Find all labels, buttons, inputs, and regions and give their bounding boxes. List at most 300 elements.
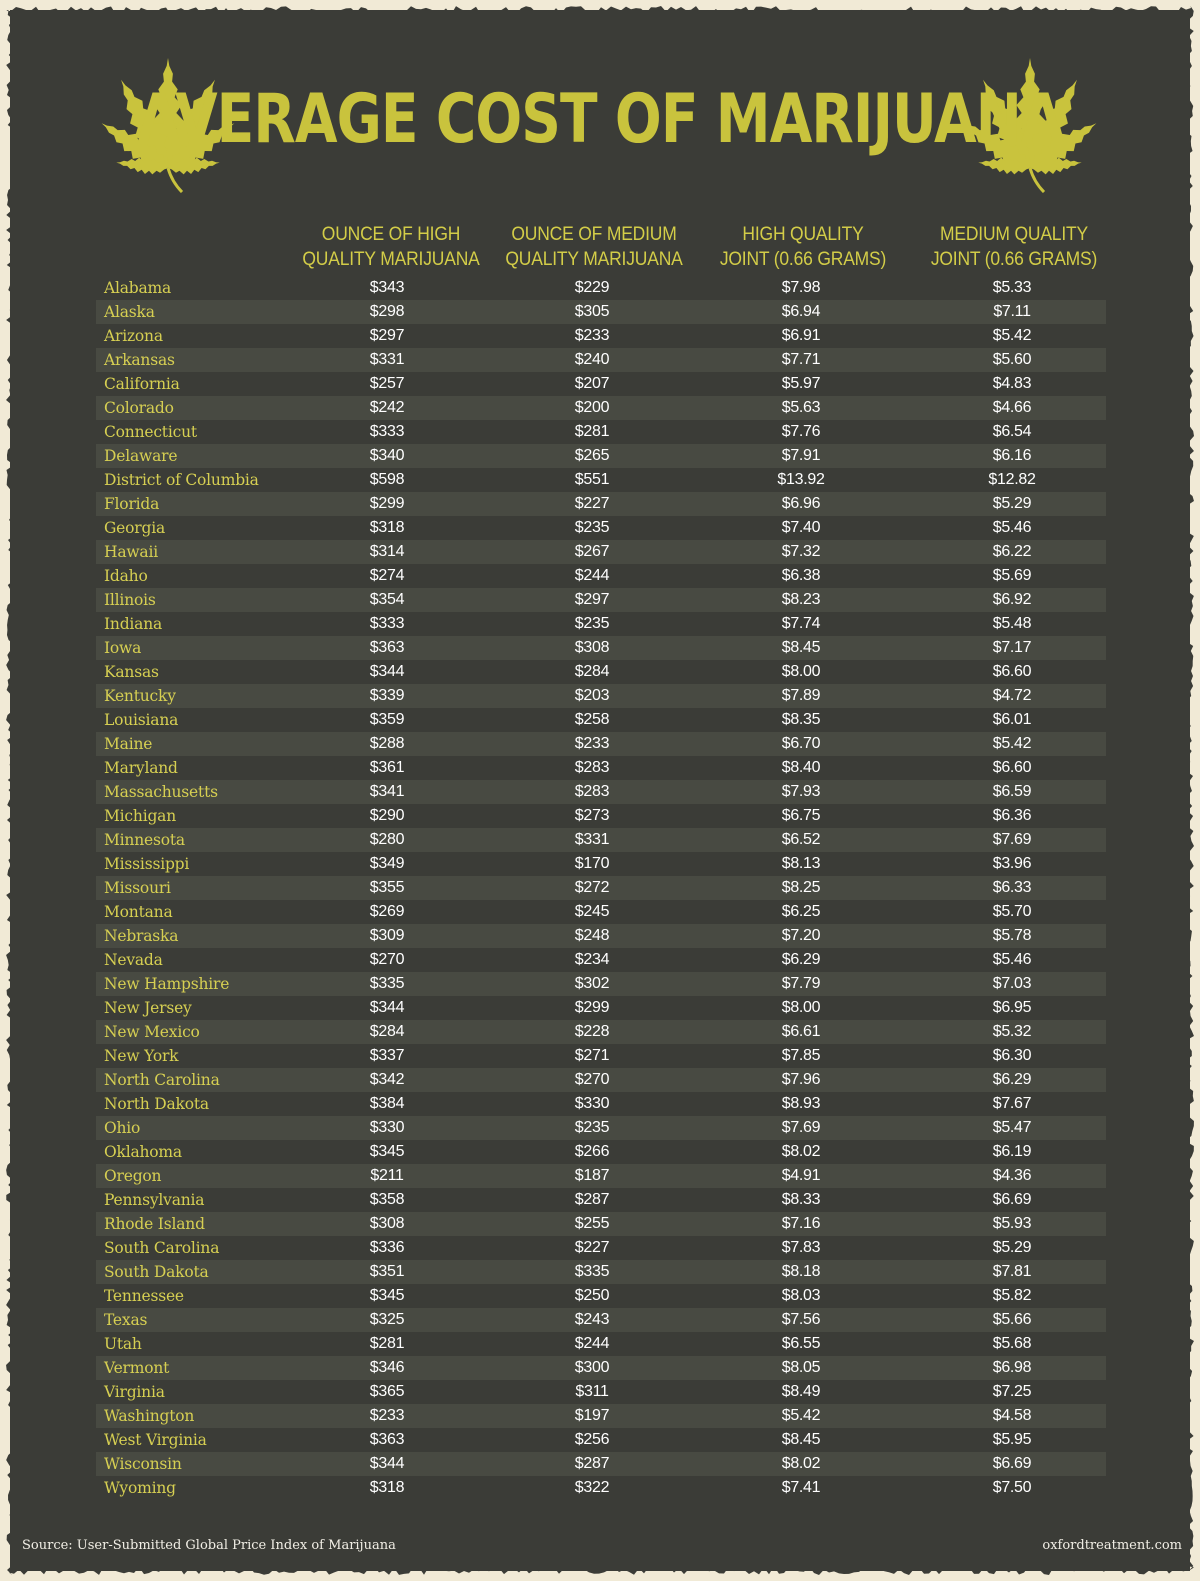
column-header-high-ounce xyxy=(299,222,483,272)
table-row xyxy=(96,804,1106,828)
medium-joint-price: $6.54 xyxy=(992,423,1032,440)
table-row xyxy=(96,852,1106,876)
medium-joint-price: $4.66 xyxy=(992,399,1032,416)
medium-ounce-price: $240 xyxy=(574,351,610,368)
medium-joint-price: $3.96 xyxy=(992,855,1032,872)
medium-ounce-price: $244 xyxy=(574,1335,610,1352)
state-name: Oregon xyxy=(104,1167,162,1185)
high-joint-price: $8.23 xyxy=(781,591,821,608)
high-joint-price: $7.56 xyxy=(781,1311,821,1328)
state-name: Vermont xyxy=(104,1359,170,1377)
table-row xyxy=(96,876,1106,900)
high-ounce-price: $325 xyxy=(369,1311,405,1328)
medium-joint-price: $5.29 xyxy=(992,1239,1032,1256)
high-ounce-price: $346 xyxy=(369,1359,405,1376)
high-ounce-price: $281 xyxy=(369,1335,405,1352)
medium-joint-price: $6.60 xyxy=(992,663,1032,680)
table-row xyxy=(96,396,1106,420)
medium-joint-price: $6.22 xyxy=(992,543,1032,560)
state-name: Colorado xyxy=(104,399,174,417)
medium-ounce-price: $283 xyxy=(574,759,610,776)
medium-ounce-price: $235 xyxy=(574,519,610,536)
table-row xyxy=(96,1476,1106,1500)
high-ounce-price: $233 xyxy=(369,1407,405,1424)
state-name: Florida xyxy=(104,495,160,513)
medium-ounce-price: $308 xyxy=(574,639,610,656)
column-header-medium-joint xyxy=(922,222,1106,272)
table-row xyxy=(96,1284,1106,1308)
state-name: South Dakota xyxy=(104,1263,209,1281)
high-ounce-price: $359 xyxy=(369,711,405,728)
high-ounce-price: $269 xyxy=(369,903,405,920)
state-name: Alabama xyxy=(104,279,172,297)
high-joint-price: $6.96 xyxy=(781,495,821,512)
table-row xyxy=(96,1308,1106,1332)
high-joint-price: $8.33 xyxy=(781,1191,821,1208)
high-ounce-price: $333 xyxy=(369,615,405,632)
medium-joint-price: $6.29 xyxy=(992,1071,1032,1088)
high-ounce-price: $384 xyxy=(369,1095,405,1112)
high-ounce-price: $358 xyxy=(369,1191,405,1208)
medium-ounce-price: $233 xyxy=(574,327,610,344)
high-joint-price: $8.18 xyxy=(781,1263,821,1280)
table-row xyxy=(96,372,1106,396)
column-header-high-joint xyxy=(711,222,895,272)
state-name: Alaska xyxy=(104,303,155,321)
column-header-line: MEDIUM QUALITY xyxy=(940,224,1088,245)
high-joint-price: $5.42 xyxy=(781,1407,821,1424)
state-name: Kentucky xyxy=(104,687,176,705)
high-joint-price: $8.40 xyxy=(781,759,821,776)
medium-ounce-price: $284 xyxy=(574,663,610,680)
high-joint-price: $6.91 xyxy=(781,327,821,344)
table-row xyxy=(96,588,1106,612)
high-ounce-price: $308 xyxy=(369,1215,405,1232)
medium-joint-price: $7.03 xyxy=(992,975,1032,992)
high-joint-price: $8.05 xyxy=(781,1359,821,1376)
high-joint-price: $8.45 xyxy=(781,1431,821,1448)
high-joint-price: $6.52 xyxy=(781,831,821,848)
medium-joint-price: $7.81 xyxy=(992,1263,1032,1280)
state-name: Nevada xyxy=(104,951,163,969)
medium-joint-price: $5.48 xyxy=(992,615,1032,632)
column-header-line: QUALITY MARIJUANA xyxy=(505,249,683,270)
medium-joint-price: $5.47 xyxy=(992,1119,1032,1136)
medium-ounce-price: $287 xyxy=(574,1191,610,1208)
medium-ounce-price: $322 xyxy=(574,1479,610,1496)
high-joint-price: $7.89 xyxy=(781,687,821,704)
table-row xyxy=(96,276,1106,300)
table-row xyxy=(96,996,1106,1020)
medium-ounce-price: $281 xyxy=(574,423,610,440)
medium-ounce-price: $273 xyxy=(574,807,610,824)
high-ounce-price: $341 xyxy=(369,783,405,800)
medium-joint-price: $7.69 xyxy=(992,831,1032,848)
high-joint-price: $8.02 xyxy=(781,1143,821,1160)
state-name: New Hampshire xyxy=(104,975,230,993)
high-ounce-price: $363 xyxy=(369,639,405,656)
state-name: Delaware xyxy=(104,447,178,465)
table-row xyxy=(96,1020,1106,1044)
medium-ounce-price: $272 xyxy=(574,879,610,896)
medium-joint-price: $7.50 xyxy=(992,1479,1032,1496)
state-name: Massachusetts xyxy=(104,783,218,801)
price-table xyxy=(96,276,1106,1500)
medium-joint-price: $6.95 xyxy=(992,999,1032,1016)
medium-joint-price: $6.92 xyxy=(992,591,1032,608)
medium-joint-price: $5.42 xyxy=(992,327,1032,344)
medium-ounce-price: $283 xyxy=(574,783,610,800)
table-row xyxy=(96,708,1106,732)
state-name: California xyxy=(104,375,180,393)
table-row xyxy=(96,612,1106,636)
high-ounce-price: $343 xyxy=(369,279,405,296)
table-row xyxy=(96,1452,1106,1476)
high-joint-price: $7.20 xyxy=(781,927,821,944)
column-header-line: HIGH QUALITY xyxy=(742,224,864,245)
medium-joint-price: $4.72 xyxy=(992,687,1032,704)
medium-joint-price: $5.68 xyxy=(992,1335,1032,1352)
high-ounce-price: $318 xyxy=(369,519,405,536)
medium-ounce-price: $311 xyxy=(575,1383,609,1400)
medium-joint-price: $6.69 xyxy=(992,1191,1032,1208)
high-ounce-price: $290 xyxy=(369,807,405,824)
medium-ounce-price: $235 xyxy=(574,615,610,632)
high-joint-price: $7.85 xyxy=(781,1047,821,1064)
high-joint-price: $7.93 xyxy=(781,783,821,800)
high-ounce-price: $299 xyxy=(369,495,405,512)
medium-joint-price: $7.67 xyxy=(992,1095,1032,1112)
table-row xyxy=(96,1380,1106,1404)
medium-ounce-price: $331 xyxy=(574,831,610,848)
column-header-line: JOINT (0.66 GRAMS) xyxy=(930,249,1098,270)
medium-ounce-price: $229 xyxy=(574,279,610,296)
high-ounce-price: $351 xyxy=(369,1263,405,1280)
page-title: AVERAGE COST OF MARIJUANA xyxy=(137,80,1063,159)
state-name: Wisconsin xyxy=(104,1455,182,1473)
high-ounce-price: $340 xyxy=(369,447,405,464)
high-joint-price: $4.91 xyxy=(781,1167,821,1184)
high-joint-price: $6.75 xyxy=(781,807,821,824)
column-header-medium-ounce xyxy=(502,222,686,272)
state-name: Idaho xyxy=(104,567,148,585)
high-joint-price: $8.13 xyxy=(781,855,821,872)
state-name: Georgia xyxy=(104,519,166,537)
state-name: District of Columbia xyxy=(104,471,259,489)
high-joint-price: $8.49 xyxy=(781,1383,821,1400)
high-joint-price: $8.93 xyxy=(781,1095,821,1112)
state-name: North Carolina xyxy=(104,1071,220,1089)
medium-ounce-price: $200 xyxy=(574,399,610,416)
medium-ounce-price: $266 xyxy=(574,1143,610,1160)
medium-ounce-price: $197 xyxy=(574,1407,610,1424)
state-name: Utah xyxy=(104,1335,142,1353)
medium-joint-price: $5.33 xyxy=(992,279,1032,296)
high-joint-price: $13.92 xyxy=(777,471,825,488)
high-ounce-price: $345 xyxy=(369,1143,405,1160)
table-row xyxy=(96,324,1106,348)
medium-joint-price: $5.70 xyxy=(992,903,1032,920)
state-name: New Jersey xyxy=(104,999,192,1017)
high-joint-price: $8.00 xyxy=(781,999,821,1016)
high-ounce-price: $344 xyxy=(369,663,405,680)
medium-ounce-price: $299 xyxy=(574,999,610,1016)
state-name: Tennessee xyxy=(104,1287,184,1305)
medium-joint-price: $5.95 xyxy=(992,1431,1032,1448)
high-ounce-price: $598 xyxy=(369,471,405,488)
medium-ounce-price: $227 xyxy=(574,1239,610,1256)
high-ounce-price: $314 xyxy=(369,543,405,560)
state-name: Missouri xyxy=(104,879,171,897)
state-name: Pennsylvania xyxy=(104,1191,205,1209)
state-name: Oklahoma xyxy=(104,1143,182,1161)
medium-ounce-price: $203 xyxy=(574,687,610,704)
table-row xyxy=(96,1164,1106,1188)
high-ounce-price: $331 xyxy=(369,351,405,368)
high-joint-price: $6.29 xyxy=(781,951,821,968)
high-joint-price: $7.79 xyxy=(781,975,821,992)
high-joint-price: $8.25 xyxy=(781,879,821,896)
medium-joint-price: $4.83 xyxy=(992,375,1032,392)
medium-joint-price: $12.82 xyxy=(988,471,1036,488)
high-ounce-price: $318 xyxy=(369,1479,405,1496)
state-name: Virginia xyxy=(104,1383,165,1401)
medium-joint-price: $6.69 xyxy=(992,1455,1032,1472)
medium-joint-price: $7.11 xyxy=(993,303,1031,320)
high-ounce-price: $361 xyxy=(369,759,405,776)
high-joint-price: $7.83 xyxy=(781,1239,821,1256)
table-row xyxy=(96,828,1106,852)
state-name: Louisiana xyxy=(104,711,179,729)
medium-ounce-price: $258 xyxy=(574,711,610,728)
state-name: Washington xyxy=(104,1407,195,1425)
table-row xyxy=(96,1428,1106,1452)
high-ounce-price: $242 xyxy=(369,399,405,416)
table-row xyxy=(96,1212,1106,1236)
medium-joint-price: $4.36 xyxy=(992,1167,1032,1184)
high-ounce-price: $337 xyxy=(369,1047,405,1064)
medium-joint-price: $5.93 xyxy=(992,1215,1032,1232)
state-name: Iowa xyxy=(104,639,142,657)
medium-ounce-price: $250 xyxy=(574,1287,610,1304)
high-ounce-price: $280 xyxy=(369,831,405,848)
medium-ounce-price: $170 xyxy=(574,855,610,872)
table-row xyxy=(96,1356,1106,1380)
table-row xyxy=(96,420,1106,444)
column-header-line: OUNCE OF HIGH xyxy=(321,224,461,245)
high-ounce-price: $344 xyxy=(369,1455,405,1472)
high-ounce-price: $355 xyxy=(369,879,405,896)
state-name: Indiana xyxy=(104,615,163,633)
high-joint-price: $6.55 xyxy=(781,1335,821,1352)
high-ounce-price: $211 xyxy=(370,1167,404,1184)
state-name: Texas xyxy=(104,1311,148,1329)
high-joint-price: $5.63 xyxy=(781,399,821,416)
high-joint-price: $7.69 xyxy=(781,1119,821,1136)
table-row xyxy=(96,1044,1106,1068)
column-header-line: OUNCE OF MEDIUM xyxy=(511,224,677,245)
table-row xyxy=(96,924,1106,948)
table-row xyxy=(96,348,1106,372)
high-joint-price: $8.45 xyxy=(781,639,821,656)
state-name: West Virginia xyxy=(104,1431,207,1449)
medium-ounce-price: $248 xyxy=(574,927,610,944)
high-joint-price: $6.94 xyxy=(781,303,821,320)
medium-joint-price: $6.98 xyxy=(992,1359,1032,1376)
high-joint-price: $7.91 xyxy=(781,447,821,464)
high-joint-price: $7.74 xyxy=(781,615,821,632)
medium-ounce-price: $287 xyxy=(574,1455,610,1472)
medium-ounce-price: $244 xyxy=(574,567,610,584)
table-row xyxy=(96,900,1106,924)
state-name: Rhode Island xyxy=(104,1215,205,1233)
high-joint-price: $7.71 xyxy=(781,351,821,368)
high-ounce-price: $309 xyxy=(369,927,405,944)
source-note: Source: User-Submitted Global Price Index of Marijuana xyxy=(22,1538,396,1553)
table-row xyxy=(96,1188,1106,1212)
medium-ounce-price: $228 xyxy=(574,1023,610,1040)
medium-ounce-price: $234 xyxy=(574,951,610,968)
high-ounce-price: $274 xyxy=(369,567,405,584)
medium-joint-price: $5.42 xyxy=(992,735,1032,752)
high-ounce-price: $336 xyxy=(369,1239,405,1256)
table-row xyxy=(96,1092,1106,1116)
medium-ounce-price: $330 xyxy=(574,1095,610,1112)
medium-ounce-price: $235 xyxy=(574,1119,610,1136)
high-joint-price: $7.96 xyxy=(781,1071,821,1088)
table-row xyxy=(96,972,1106,996)
table-row xyxy=(96,468,1106,492)
medium-joint-price: $6.16 xyxy=(992,447,1032,464)
state-name: Nebraska xyxy=(104,927,179,945)
table-row xyxy=(96,1116,1106,1140)
high-joint-price: $7.32 xyxy=(781,543,821,560)
high-joint-price: $8.35 xyxy=(781,711,821,728)
medium-ounce-price: $256 xyxy=(574,1431,610,1448)
state-name: Connecticut xyxy=(104,423,197,441)
high-joint-price: $8.03 xyxy=(781,1287,821,1304)
table-row xyxy=(96,684,1106,708)
medium-ounce-price: $271 xyxy=(574,1047,610,1064)
medium-joint-price: $5.69 xyxy=(992,567,1032,584)
high-joint-price: $6.70 xyxy=(781,735,821,752)
table-row xyxy=(96,492,1106,516)
medium-ounce-price: $267 xyxy=(574,543,610,560)
medium-joint-price: $6.19 xyxy=(992,1143,1032,1160)
high-joint-price: $6.38 xyxy=(781,567,821,584)
medium-ounce-price: $270 xyxy=(574,1071,610,1088)
table-row xyxy=(96,444,1106,468)
high-ounce-price: $345 xyxy=(369,1287,405,1304)
state-name: Maine xyxy=(104,735,153,753)
table-row xyxy=(96,1260,1106,1284)
high-ounce-price: $339 xyxy=(369,687,405,704)
table-row xyxy=(96,540,1106,564)
column-header-line: QUALITY MARIJUANA xyxy=(302,249,480,270)
medium-ounce-price: $187 xyxy=(574,1167,610,1184)
state-name: Mississippi xyxy=(104,855,190,873)
column-header-line: JOINT (0.66 GRAMS) xyxy=(719,249,887,270)
table-row xyxy=(96,1332,1106,1356)
medium-ounce-price: $305 xyxy=(574,303,610,320)
medium-ounce-price: $265 xyxy=(574,447,610,464)
high-ounce-price: $335 xyxy=(369,975,405,992)
high-ounce-price: $342 xyxy=(369,1071,405,1088)
medium-joint-price: $6.33 xyxy=(992,879,1032,896)
medium-joint-price: $6.30 xyxy=(992,1047,1032,1064)
table-row xyxy=(96,1404,1106,1428)
site-credit: oxfordtreatment.com xyxy=(1042,1538,1182,1553)
state-name: Illinois xyxy=(104,591,156,609)
table-row xyxy=(96,1140,1106,1164)
high-ounce-price: $270 xyxy=(369,951,405,968)
high-ounce-price: $284 xyxy=(369,1023,405,1040)
high-joint-price: $7.98 xyxy=(781,279,821,296)
state-name: Minnesota xyxy=(104,831,185,849)
state-name: New Mexico xyxy=(104,1023,200,1041)
medium-joint-price: $5.32 xyxy=(992,1023,1032,1040)
high-ounce-price: $365 xyxy=(369,1383,405,1400)
medium-joint-price: $6.01 xyxy=(992,711,1032,728)
medium-ounce-price: $207 xyxy=(574,375,610,392)
medium-ounce-price: $245 xyxy=(574,903,610,920)
high-ounce-price: $288 xyxy=(369,735,405,752)
medium-ounce-price: $227 xyxy=(574,495,610,512)
state-name: Hawaii xyxy=(104,543,158,561)
high-joint-price: $6.25 xyxy=(781,903,821,920)
medium-joint-price: $6.36 xyxy=(992,807,1032,824)
medium-joint-price: $5.29 xyxy=(992,495,1032,512)
state-name: North Dakota xyxy=(104,1095,209,1113)
table-row xyxy=(96,516,1106,540)
table-row xyxy=(96,564,1106,588)
medium-joint-price: $5.46 xyxy=(992,519,1032,536)
state-name: Maryland xyxy=(104,759,178,777)
state-name: Wyoming xyxy=(104,1479,176,1497)
medium-ounce-price: $297 xyxy=(574,591,610,608)
medium-ounce-price: $302 xyxy=(574,975,610,992)
medium-joint-price: $5.60 xyxy=(992,351,1032,368)
medium-ounce-price: $243 xyxy=(574,1311,610,1328)
medium-joint-price: $6.60 xyxy=(992,759,1032,776)
table-row xyxy=(96,780,1106,804)
state-name: New York xyxy=(104,1047,179,1065)
high-ounce-price: $298 xyxy=(369,303,405,320)
medium-joint-price: $5.46 xyxy=(992,951,1032,968)
medium-ounce-price: $255 xyxy=(574,1215,610,1232)
state-name: Kansas xyxy=(104,663,159,681)
high-ounce-price: $330 xyxy=(369,1119,405,1136)
table-row xyxy=(96,732,1106,756)
medium-ounce-price: $335 xyxy=(574,1263,610,1280)
high-ounce-price: $363 xyxy=(369,1431,405,1448)
state-name: Michigan xyxy=(104,807,176,825)
medium-ounce-price: $551 xyxy=(574,471,610,488)
medium-ounce-price: $300 xyxy=(574,1359,610,1376)
state-name: Montana xyxy=(104,903,173,921)
medium-joint-price: $4.58 xyxy=(992,1407,1032,1424)
table-row xyxy=(96,660,1106,684)
state-name: South Carolina xyxy=(104,1239,220,1257)
high-joint-price: $7.16 xyxy=(781,1215,821,1232)
state-name: Ohio xyxy=(104,1119,141,1137)
high-ounce-price: $354 xyxy=(369,591,405,608)
high-joint-price: $8.02 xyxy=(781,1455,821,1472)
high-ounce-price: $349 xyxy=(369,855,405,872)
table-row xyxy=(96,300,1106,324)
table-row xyxy=(96,636,1106,660)
medium-ounce-price: $233 xyxy=(574,735,610,752)
